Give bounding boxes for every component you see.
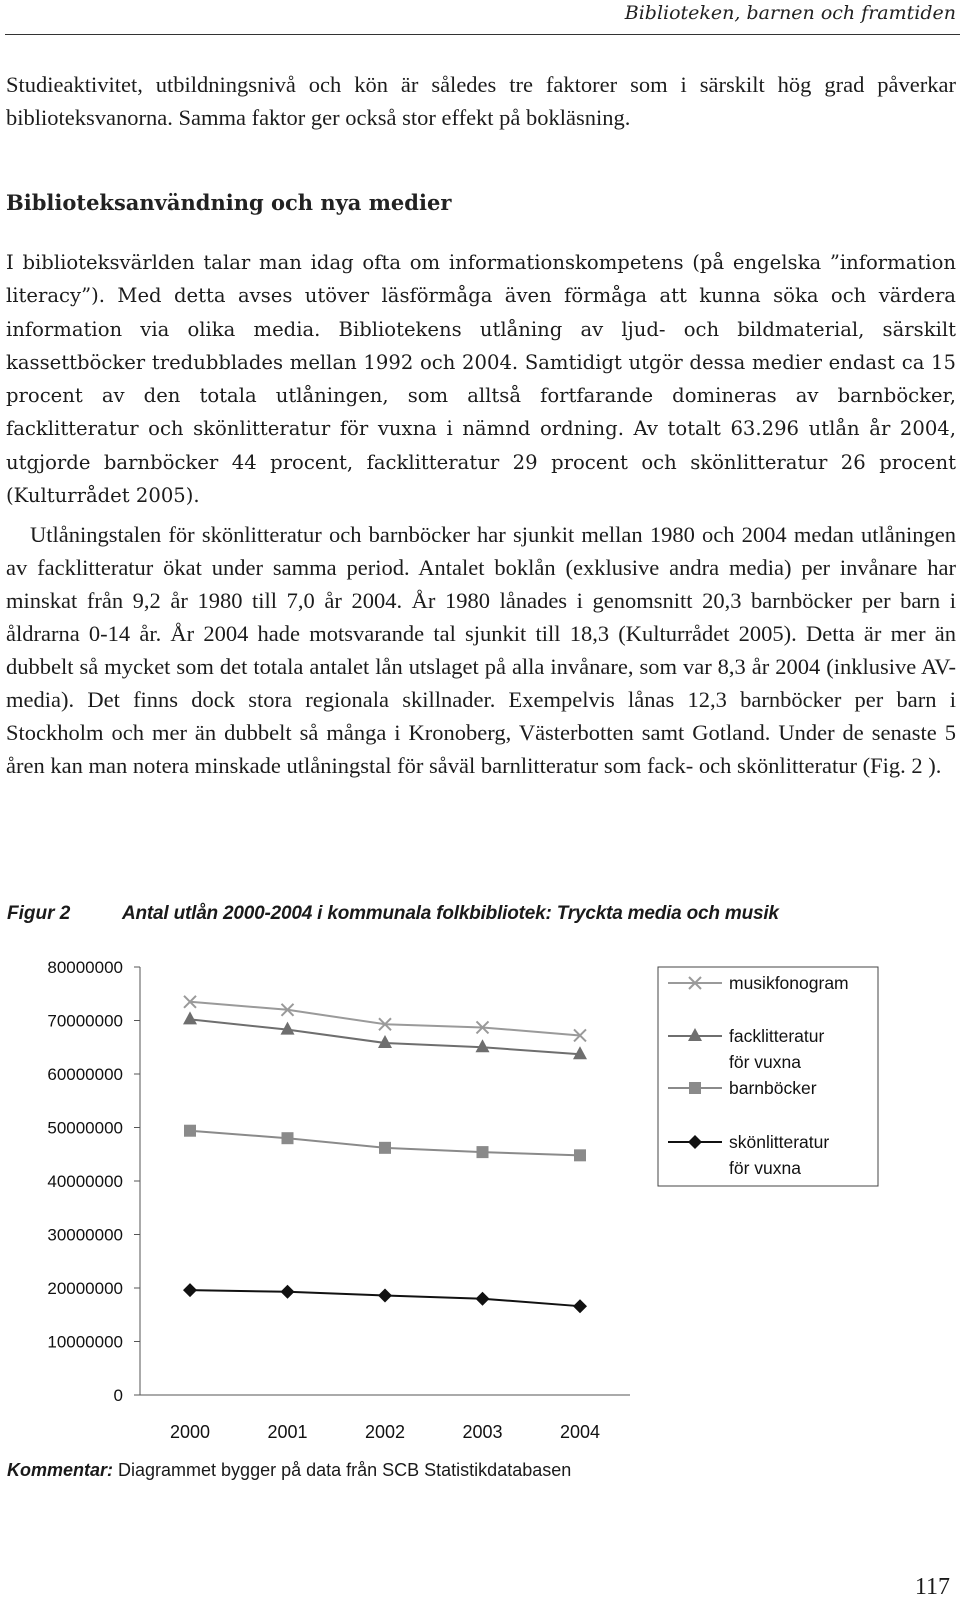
y-tick-label: 0 <box>113 1386 123 1405</box>
legend-label: musikfonogram <box>729 973 849 993</box>
data-point <box>379 1142 391 1154</box>
data-point <box>476 1039 490 1052</box>
data-point <box>282 1132 294 1144</box>
comment-text: Diagrammet bygger på data från SCB Statistikdatabasen <box>113 1460 572 1480</box>
header-rule <box>5 34 960 35</box>
legend-label: barnböcker <box>729 1078 817 1098</box>
x-tick-label: 2003 <box>462 1422 503 1442</box>
data-point <box>281 1285 295 1299</box>
paragraph-information-literacy: I biblioteksvärlden talar man idag ofta om informationskompetens (på engelska ”information literacy”). Med detta avses utöver läsförmåga även förmåga att kunna söka och värdera information via olika media. Bibliotekens utlåning av ljud- och bildmaterial, särskilt kassettböcker tredubblades mellan 1992 och 2004. Samtidigt utgör dessa medier endast ca 15 procent av den totala utlåningen, som alltså fortfarande domineras av barnböcker, facklitteratur och skönlitteratur för vuxna i nämnd ordning. Av totalt 63.296 utlån år 2004, utgjorde barnböcker 44 procent, facklitteratur 29 procent och skönlitteratur 26 procent (Kulturrådet 2005). <box>6 251 956 508</box>
y-tick-label: 20000000 <box>47 1279 123 1298</box>
data-point <box>183 1283 197 1297</box>
y-tick-label: 60000000 <box>47 1065 123 1084</box>
legend-box <box>658 967 878 1186</box>
data-point <box>573 1046 587 1059</box>
x-tick-label: 2004 <box>559 1422 601 1442</box>
y-tick-label: 30000000 <box>47 1225 123 1245</box>
legend-label: skönlitteratur för vuxna <box>729 1132 830 1178</box>
data-point <box>573 1299 587 1313</box>
line-chart <box>0 940 960 1450</box>
series-line-1 <box>190 1002 580 1036</box>
data-point <box>183 1011 197 1024</box>
running-head: Biblioteken, barnen och framtiden <box>624 2 956 24</box>
data-point <box>574 1149 586 1161</box>
legend-label: facklitteratur för vuxna <box>729 1026 825 1072</box>
legend-marker <box>689 1082 701 1094</box>
section-heading: Biblioteksanvändning och nya medier <box>6 190 452 215</box>
y-tick-label: 80000000 <box>47 958 123 977</box>
x-tick-label: 2000 <box>169 1422 211 1442</box>
x-tick-label: 2001 <box>267 1422 308 1442</box>
page-number: 117 <box>914 1574 950 1600</box>
x-tick-label: 2002 <box>364 1422 406 1442</box>
figure-comment <box>7 1460 571 1481</box>
data-point <box>378 1288 392 1302</box>
paragraph-intro: Studieaktivitet, utbildningsnivå och kön är således tre faktorer som i särskilt hög grad påverkar biblioteksvanorna. Samma faktor ger också stor effekt på bokläsning. <box>6 72 956 130</box>
figure-label: Figur 2 <box>7 903 71 924</box>
comment-label: Kommentar: <box>7 1460 114 1480</box>
data-point <box>477 1146 489 1158</box>
y-tick-label: 40000000 <box>47 1172 123 1191</box>
y-tick-label: 10000000 <box>47 1332 123 1352</box>
y-tick-label: 70000000 <box>47 1011 123 1031</box>
figure-title: Antal utlån 2000-2004 i kommunala folkbibliotek: Tryckta media och musik <box>122 903 779 924</box>
y-tick-label: 50000000 <box>47 1118 123 1138</box>
data-point <box>184 1125 196 1137</box>
paragraph-lending-statistics: Utlåningstalen för skönlitteratur och barnböcker har sjunkit mellan 1980 och 2004 medan utlåningen av facklitteratur ökat under samma period. Antalet boklån (exklusive andra media) per invånare har minskat från 9,2 år 1980 till 7,0 år 2004. År 1980 lånades i genomsnitt 20,3 barnböcker per barn i åldrarna 0-14 år. År 2004 hade motsvarande tal sjunkit till 18,3 (Kulturrådet 2005). Detta är mer än dubbelt så mycket som det totala antalet lån utslaget på alla invånare, som var 8,3 år 2004 (inklusive AV-media). Det finns dock stora regionala skillnader. Exempelvis lånas 12,3 barnböcker per barn i Stockholm och mer än dubbelt så många i Kronoberg, Västerbotten samt Gotland. Under de senaste 5 åren kan man notera minskade utlåningstal för såväl barnlitteratur som fack- och skönlitteratur (Fig. 2 ). <box>6 522 956 778</box>
data-point <box>476 1292 490 1306</box>
